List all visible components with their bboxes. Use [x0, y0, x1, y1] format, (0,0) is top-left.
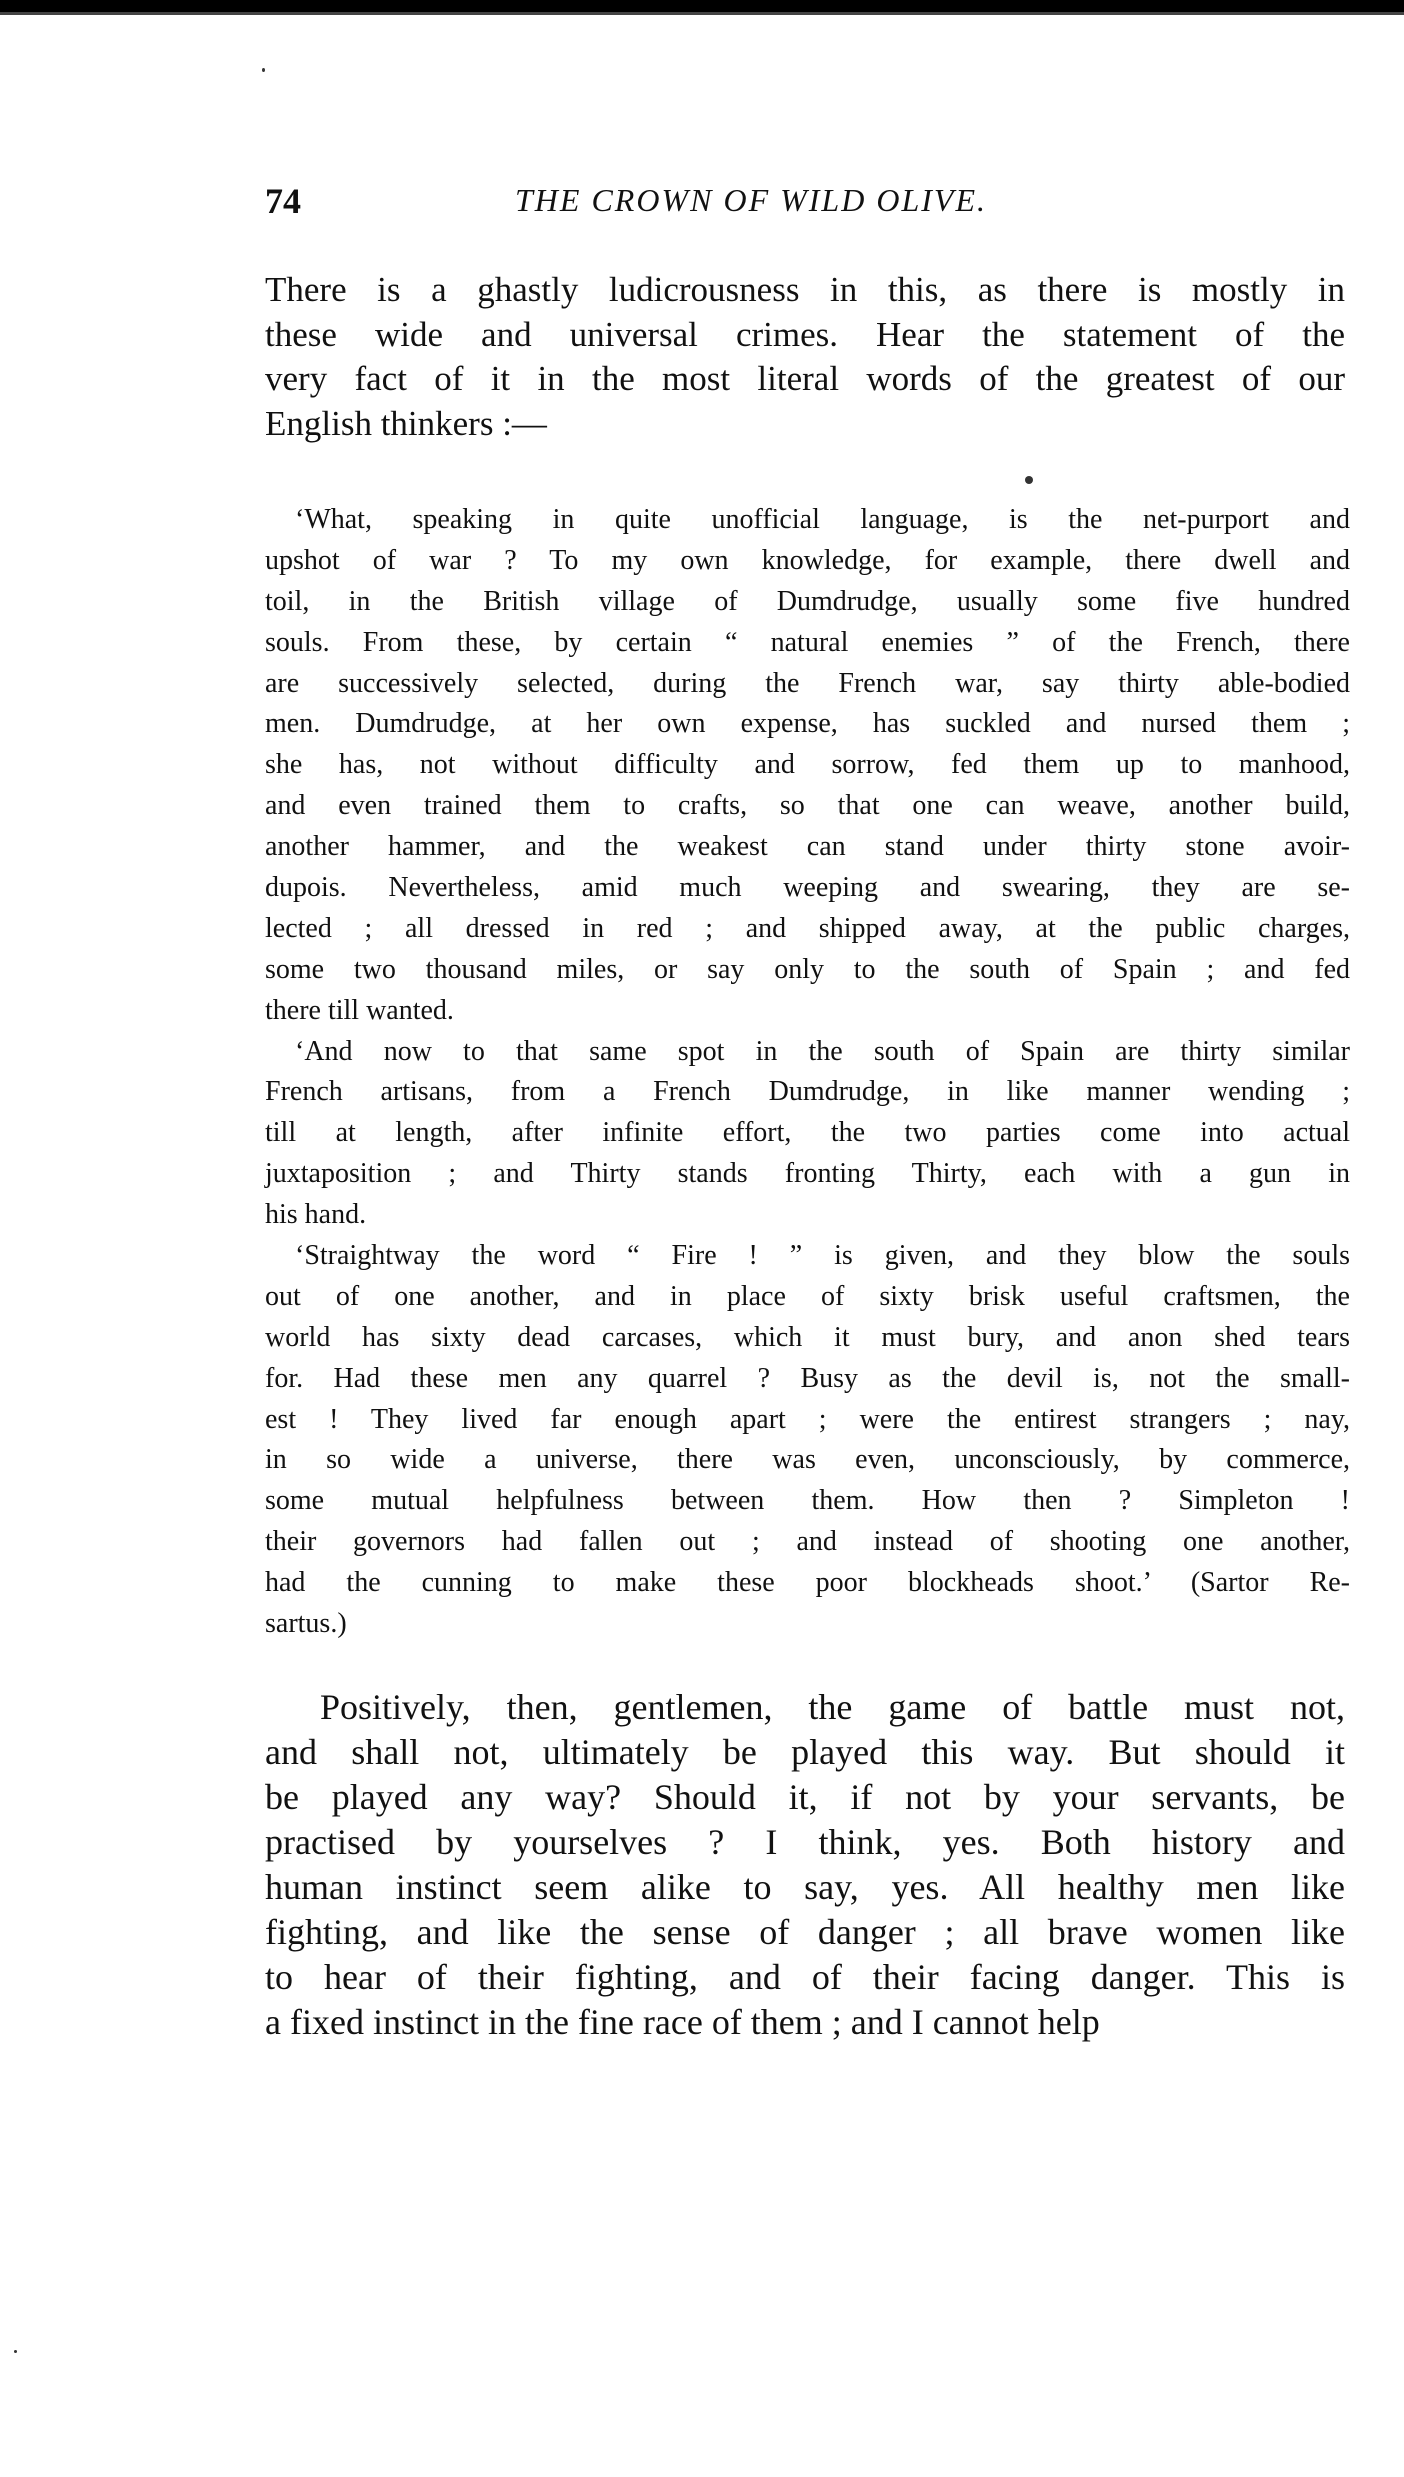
scan-speck: [1025, 476, 1033, 484]
text-line: for. Had these men any quarrel ? Busy as the devil is, not the small-: [265, 1362, 1350, 1394]
text-line: world has sixty dead carcases, which it must bury, and anon shed tears: [265, 1321, 1350, 1353]
scan-speck: [14, 2350, 17, 2353]
text-line: she has, not without difficulty and sorrow, fed them up to manhood,: [265, 749, 1350, 781]
intro-paragraph: [265, 268, 1345, 446]
text-line: a fixed instinct in the fine race of them ; and I cannot help: [265, 2002, 1100, 2042]
text-line: There is a ghastly ludicrousness in this, as there is mostly in: [265, 270, 1345, 309]
text-line: fighting, and like the sense of danger ; all brave women like: [265, 1912, 1345, 1952]
text-line: and shall not, ultimately be played this way. But should it: [265, 1732, 1345, 1772]
quote-paragraph: [265, 500, 1350, 1032]
text-line: to hear of their fighting, and of their facing danger. This is: [265, 1957, 1345, 1997]
text-line: men. Dumdrudge, at her own expense, has suckled and nursed them ;: [265, 708, 1350, 740]
text-line: French artisans, from a French Dumdrudge, in like manner wending ;: [265, 1076, 1350, 1108]
text-line: human instinct seem alike to say, yes. All healthy men like: [265, 1867, 1345, 1907]
scan-top-border-shadow: [0, 12, 1404, 15]
text-line: some mutual helpfulness between them. How then ? Simpleton !: [265, 1485, 1350, 1517]
text-line: lected ; all dressed in red ; and shipped away, at the public charges,: [265, 912, 1350, 944]
page-header: [265, 180, 1345, 230]
text-line: some two thousand miles, or say only to the south of Spain ; and fed: [265, 953, 1350, 985]
text-line: there till wanted.: [265, 994, 454, 1026]
text-line: souls. From these, by certain “ natural enemies ” of the French, there: [265, 626, 1350, 658]
text-line: ‘What, speaking in quite unofficial language, is the net-purport and: [295, 504, 1350, 535]
text-line: out of one another, and in place of sixty brisk useful craftsmen, the: [265, 1280, 1350, 1312]
text-line: toil, in the British village of Dumdrudge, usually some five hundred: [265, 585, 1350, 617]
text-line: till at length, after infinite effort, the two parties come into actual: [265, 1117, 1350, 1149]
text-line: est ! They lived far enough apart ; were the entirest strangers ; nay,: [265, 1403, 1350, 1435]
text-line: English thinkers :—: [265, 403, 547, 443]
closing-paragraph: [265, 1685, 1345, 2045]
text-line: their governors had fallen out ; and instead of shooting one another,: [265, 1526, 1350, 1558]
text-line: his hand.: [265, 1199, 367, 1231]
quote-paragraph: [265, 1236, 1350, 1645]
block-quote: [265, 500, 1350, 1645]
text-line: very fact of it in the most literal words of the greatest of our: [265, 359, 1345, 398]
running-title: THE CROWN OF WILD OLIVE.: [515, 182, 987, 218]
text-line: ‘And now to that same spot in the south of Spain are thirty similar: [295, 1035, 1350, 1067]
scan-speck: [262, 68, 265, 72]
text-line: juxtaposition ; and Thirty stands fronting Thirty, each with a gun in: [265, 1158, 1350, 1190]
quote-paragraph: [265, 1032, 1350, 1236]
text-line: had the cunning to make these poor blockheads shoot.’ (Sartor Re-: [265, 1567, 1350, 1599]
text-line: upshot of war ? To my own knowledge, for example, there dwell and: [265, 544, 1350, 576]
text-line: be played any way? Should it, if not by your servants, be: [265, 1777, 1345, 1817]
text-line: dupois. Nevertheless, amid much weeping and swearing, they are se-: [265, 872, 1350, 904]
page-number: 74: [265, 181, 301, 221]
text-line: these wide and universal crimes. Hear the statement of the: [265, 314, 1345, 354]
text-line: Positively, then, gentlemen, the game of battle must not,: [320, 1687, 1345, 1727]
text-line: and even trained them to crafts, so that one can weave, another build,: [265, 790, 1350, 822]
text-line: are successively selected, during the French war, say thirty able-bodied: [265, 667, 1350, 699]
text-line: ‘Straightway the word “ Fire ! ” is given, and they blow the souls: [295, 1240, 1350, 1272]
scan-top-border: [0, 0, 1404, 12]
text-line: in so wide a universe, there was even, unconsciously, by commerce,: [265, 1444, 1350, 1476]
text-line: practised by yourselves ? I think, yes. Both history and: [265, 1822, 1345, 1862]
text-line: another hammer, and the weakest can stand under thirty stone avoir-: [265, 831, 1350, 863]
text-line: sartus.): [265, 1608, 347, 1640]
